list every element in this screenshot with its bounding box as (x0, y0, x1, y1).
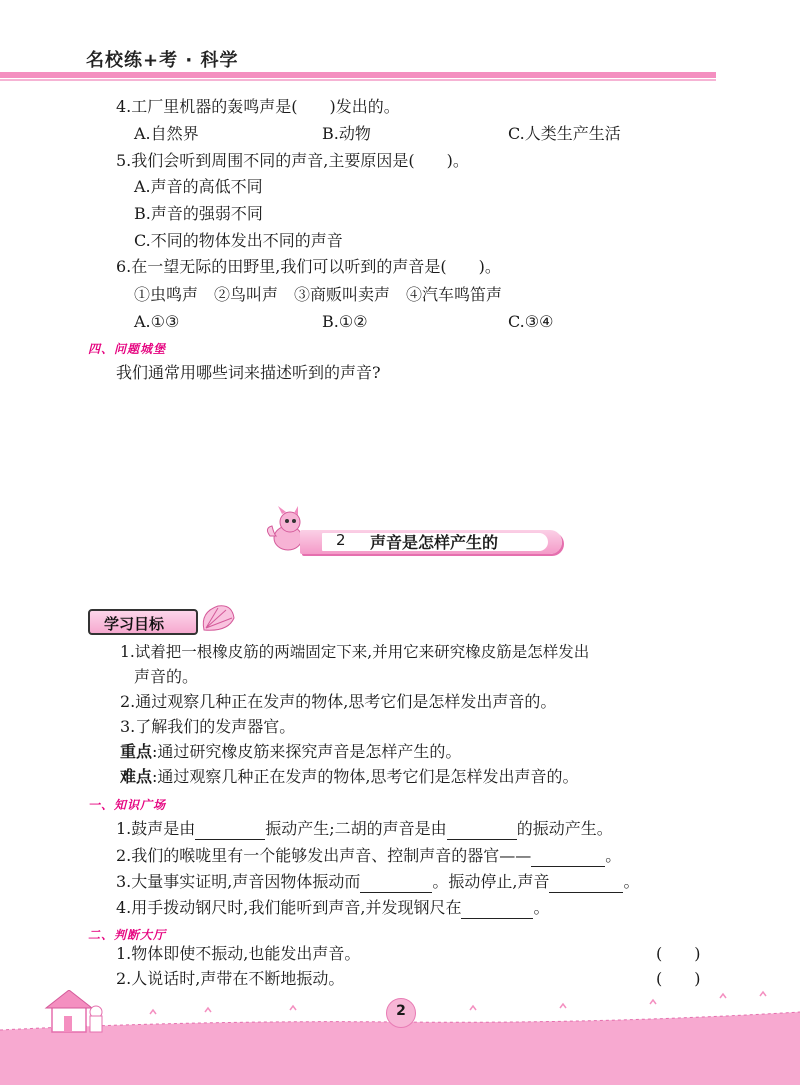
blank-field[interactable] (461, 900, 533, 919)
q5-option-b: B.声音的强弱不同 (134, 204, 263, 223)
shell-decoration-icon (198, 600, 238, 636)
s1-line-3: 3.大量事实证明,声音因物体振动而 。振动停止,声音 。 (116, 872, 640, 891)
key-point-label: 重点 (120, 742, 153, 761)
q4-option-c: C.人类生产生活 (508, 124, 621, 143)
judge-2-paren[interactable]: ( ) (656, 969, 701, 988)
q5-option-c: C.不同的物体发出不同的声音 (134, 231, 343, 250)
learning-goals-label (88, 609, 198, 635)
blank-field[interactable] (549, 874, 623, 893)
house-icon (46, 990, 102, 1032)
judge-2: 2.人说话时,声带在不断地振动。 (116, 969, 345, 988)
chapter-number: 2 (336, 531, 346, 549)
q6-stem: 6.在一望无际的田野里,我们可以听到的声音是( )。 (116, 257, 501, 276)
difficult-point-label: 难点 (120, 767, 153, 786)
goal-3: 3.了解我们的发声器官。 (120, 717, 296, 736)
blank-field[interactable] (360, 874, 432, 893)
header-bar (0, 72, 716, 78)
chapter-title: 声音是怎样产生的 (370, 533, 499, 552)
judge-1-paren[interactable]: ( ) (656, 944, 701, 963)
section-4-question: 我们通常用哪些词来描述听到的声音? (116, 363, 381, 382)
q6-option-b: B.①② (322, 312, 368, 331)
q6-option-c: C.③④ (508, 312, 554, 331)
q6-option-a: A.①③ (134, 312, 180, 331)
goal-2: 2.通过观察几种正在发声的物体,思考它们是怎样发出声音的。 (120, 692, 557, 711)
header-bar-thin (0, 79, 716, 81)
goal-1-line-2: 声音的。 (134, 667, 199, 686)
q5-option-a: A.声音的高低不同 (134, 177, 263, 196)
goal-1-line-1: 1.试着把一根橡皮筋的两端固定下来,并用它来研究橡皮筋是怎样发出 (120, 643, 590, 661)
q5-stem: 5.我们会听到周围不同的声音,主要原因是( )。 (116, 151, 469, 170)
judge-1: 1.物体即使不振动,也能发出声音。 (116, 944, 361, 963)
q4-option-b: B.动物 (322, 124, 371, 143)
q4-option-a: A.自然界 (134, 124, 199, 143)
key-point (120, 741, 461, 763)
blank-field[interactable] (447, 821, 517, 840)
section-1-heading: 一、知识广场 (88, 798, 167, 812)
blank-field[interactable] (531, 848, 605, 867)
key-point-text: :通过研究橡皮筋来探究声音是怎样产生的。 (152, 742, 462, 761)
chapter-banner (300, 530, 562, 554)
difficult-point-text: :通过观察几种正在发声的物体,思考它们是怎样发出声音的。 (152, 767, 579, 786)
s1-line-4: 4.用手拨动钢尺时,我们能听到声音,并发现钢尺在 。 (116, 898, 550, 917)
q6-items: ①虫鸣声 ②鸟叫声 ③商贩叫卖声 ④汽车鸣笛声 (134, 285, 503, 304)
learning-goals-text: 学习目标 (104, 615, 165, 633)
page-number-badge (386, 998, 416, 1028)
q4-stem: 4.工厂里机器的轰鸣声是( )发出的。 (116, 97, 400, 116)
s1-line-1: 1.鼓声是由 振动产生;二胡的声音是由 的振动产生。 (116, 819, 613, 838)
section-4-heading: 四、问题城堡 (88, 342, 167, 356)
page-number: 2 (396, 1003, 406, 1019)
blank-field[interactable] (195, 821, 265, 840)
header-title: 名校练+考 · 科学 (86, 50, 239, 71)
s1-line-2: 2.我们的喉咙里有一个能够发出声音、控制声音的器官—— 。 (116, 846, 622, 865)
difficult-point (120, 766, 579, 788)
section-2-heading: 二、判断大厅 (88, 928, 167, 942)
